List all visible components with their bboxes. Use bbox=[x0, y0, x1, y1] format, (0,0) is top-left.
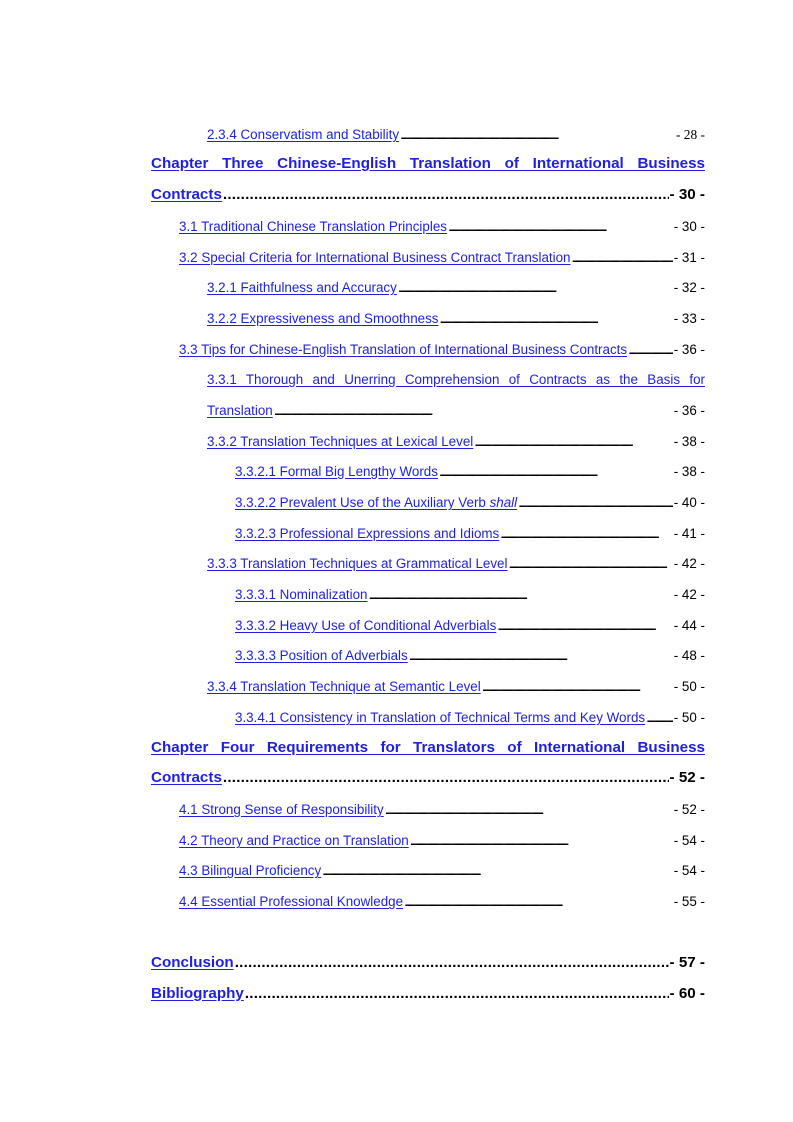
dot-leader bbox=[572, 250, 673, 265]
dot-leader bbox=[223, 186, 669, 203]
page-number: - 36 - bbox=[673, 403, 705, 418]
toc-entry-3-3-1-line1[interactable]: 3.3.1 Thorough and Unerring Comprehension of Contracts as the Basis for bbox=[207, 372, 705, 387]
page-number: - 32 - bbox=[673, 280, 705, 295]
toc-link[interactable]: 3.3.3.1 Nominalization bbox=[235, 587, 368, 602]
page-number: - 50 - bbox=[673, 679, 705, 694]
page-number: - 50 - bbox=[673, 710, 705, 725]
toc-entry-3-3-3-2[interactable] bbox=[235, 618, 705, 633]
toc-link[interactable]: 3.3.2.3 Professional Expressions and Idioms bbox=[235, 526, 500, 541]
dot-leader bbox=[646, 710, 673, 725]
dot-leader bbox=[385, 802, 673, 817]
toc-entry-3-3-1[interactable] bbox=[207, 403, 705, 418]
page-number: - 60 - bbox=[669, 985, 705, 1002]
dot-leader bbox=[245, 985, 669, 1002]
page-number: - 31 - bbox=[673, 250, 705, 265]
dot-leader bbox=[628, 342, 673, 357]
dot-leader bbox=[404, 894, 673, 909]
page-number: - 38 - bbox=[673, 464, 705, 479]
toc-link[interactable]: 3.3.2 Translation Techniques at Lexical Level bbox=[207, 434, 474, 449]
dot-leader bbox=[448, 219, 673, 234]
toc-link[interactable]: Contracts bbox=[151, 186, 222, 203]
toc-entry-3-3-2-1[interactable] bbox=[235, 464, 705, 479]
dot-leader bbox=[274, 403, 673, 418]
page-number: - 57 - bbox=[669, 954, 705, 971]
toc-entry-3-3-2-2[interactable] bbox=[235, 495, 705, 510]
dot-leader bbox=[518, 495, 673, 510]
toc-entry-chapter-four[interactable] bbox=[151, 769, 705, 786]
dot-leader bbox=[474, 434, 672, 449]
page-number: - 38 - bbox=[673, 434, 705, 449]
toc-entry-3-2-2[interactable] bbox=[207, 311, 705, 326]
toc-link-text: 3.3.2.2 Prevalent Use of the Auxiliary Verb bbox=[235, 495, 490, 510]
page-number: - 30 - bbox=[669, 186, 705, 203]
page-number: - 30 - bbox=[673, 219, 705, 234]
toc-link[interactable]: 3.2 Special Criteria for International Business Contract Translation bbox=[179, 250, 571, 265]
page-number: - 42 - bbox=[673, 587, 705, 602]
page-number: - 54 - bbox=[673, 833, 705, 848]
toc-entry-3-3[interactable] bbox=[179, 342, 705, 357]
toc-link[interactable]: Bibliography bbox=[151, 985, 244, 1002]
page-number: - 41 - bbox=[673, 526, 705, 541]
chapter-three-heading[interactable]: Chapter Three Chinese-English Translation of International Business bbox=[151, 155, 705, 172]
toc-link[interactable]: 3.3.4 Translation Technique at Semantic Level bbox=[207, 679, 481, 694]
dot-leader bbox=[223, 769, 669, 786]
page-number: - 33 - bbox=[673, 311, 705, 326]
toc-entry-chapter-three[interactable] bbox=[151, 186, 705, 203]
toc-link[interactable]: 3.3.3.2 Heavy Use of Conditional Adverbials bbox=[235, 618, 497, 633]
chapter-four-heading[interactable]: Chapter Four Requirements for Translators of International Business bbox=[151, 739, 705, 756]
toc-link[interactable]: Conclusion bbox=[151, 954, 234, 971]
toc-entry-3-1[interactable] bbox=[179, 219, 705, 234]
dot-leader bbox=[235, 954, 669, 971]
page-number: - 40 - bbox=[673, 495, 705, 510]
page-number: - 44 - bbox=[673, 618, 705, 633]
dot-leader bbox=[322, 863, 673, 878]
toc-link[interactable]: 3.1 Traditional Chinese Translation Principles bbox=[179, 219, 447, 234]
toc-entry-3-3-3[interactable] bbox=[207, 556, 705, 571]
page-number: - 52 - bbox=[669, 769, 705, 786]
dot-leader bbox=[440, 311, 673, 326]
toc-link[interactable]: 2.3.4 Conservatism and Stability bbox=[207, 127, 400, 142]
toc-entry-4-4[interactable] bbox=[179, 894, 705, 909]
toc-link[interactable]: 3.2.1 Faithfulness and Accuracy bbox=[207, 280, 397, 295]
page-number: - 28 - bbox=[675, 127, 705, 142]
toc-link[interactable]: 3.3.4.1 Consistency in Translation of Technical Terms and Key Words bbox=[235, 710, 646, 725]
toc-entry-3-3-3-1[interactable] bbox=[235, 587, 705, 602]
page-number: - 36 - bbox=[673, 342, 705, 357]
toc-link[interactable]: 3.2.2 Expressiveness and Smoothness bbox=[207, 311, 439, 326]
toc-entry-3-3-2[interactable] bbox=[207, 434, 705, 449]
dot-leader bbox=[497, 618, 672, 633]
dot-leader bbox=[482, 679, 673, 694]
toc-link[interactable]: 4.2 Theory and Practice on Translation bbox=[179, 833, 409, 848]
page-number: - 42 - bbox=[673, 556, 705, 571]
toc-entry-3-3-4[interactable] bbox=[207, 679, 705, 694]
toc-entry-3-3-4-1[interactable] bbox=[235, 710, 705, 725]
toc-link[interactable] bbox=[235, 495, 517, 510]
toc-link[interactable]: 4.3 Bilingual Proficiency bbox=[179, 863, 322, 878]
toc-entry-4-1[interactable] bbox=[179, 802, 705, 817]
toc-entry-3-2-1[interactable] bbox=[207, 280, 705, 295]
dot-leader bbox=[369, 587, 673, 602]
toc-link[interactable]: 3.3.2.1 Formal Big Lengthy Words bbox=[235, 464, 438, 479]
toc-link[interactable]: 3.3.3.3 Position of Adverbials bbox=[235, 648, 408, 663]
toc-entry-4-3[interactable] bbox=[179, 863, 705, 878]
toc-link[interactable]: 3.3 Tips for Chinese-English Translation of International Business Contracts bbox=[179, 342, 628, 357]
page-number: - 52 - bbox=[673, 802, 705, 817]
dot-leader bbox=[409, 648, 673, 663]
toc-entry-3-2[interactable] bbox=[179, 250, 705, 265]
toc-entry-2-3-4[interactable] bbox=[207, 127, 705, 143]
toc-entry-3-3-3-3[interactable] bbox=[235, 648, 705, 663]
toc-link[interactable]: 3.3.3 Translation Techniques at Grammatical Level bbox=[207, 556, 508, 571]
toc-entry-4-2[interactable] bbox=[179, 833, 705, 848]
toc-link[interactable]: 4.1 Strong Sense of Responsibility bbox=[179, 802, 384, 817]
toc-link[interactable]: Contracts bbox=[151, 769, 222, 786]
dot-leader bbox=[508, 556, 672, 571]
page-number: - 48 - bbox=[673, 648, 705, 663]
dot-leader bbox=[400, 127, 675, 142]
page-number: - 54 - bbox=[673, 863, 705, 878]
toc-entry-3-3-2-3[interactable] bbox=[235, 526, 705, 541]
toc-entry-conclusion[interactable] bbox=[151, 954, 705, 971]
dot-leader bbox=[500, 526, 672, 541]
dot-leader bbox=[439, 464, 673, 479]
dot-leader bbox=[410, 833, 673, 848]
page-number: - 55 - bbox=[673, 894, 705, 909]
toc-entry-bibliography[interactable] bbox=[151, 985, 705, 1002]
toc-link-emphasis: shall bbox=[489, 495, 518, 510]
dot-leader bbox=[398, 280, 673, 295]
toc-link[interactable]: 4.4 Essential Professional Knowledge bbox=[179, 894, 404, 909]
toc-link[interactable]: Translation bbox=[207, 403, 273, 418]
